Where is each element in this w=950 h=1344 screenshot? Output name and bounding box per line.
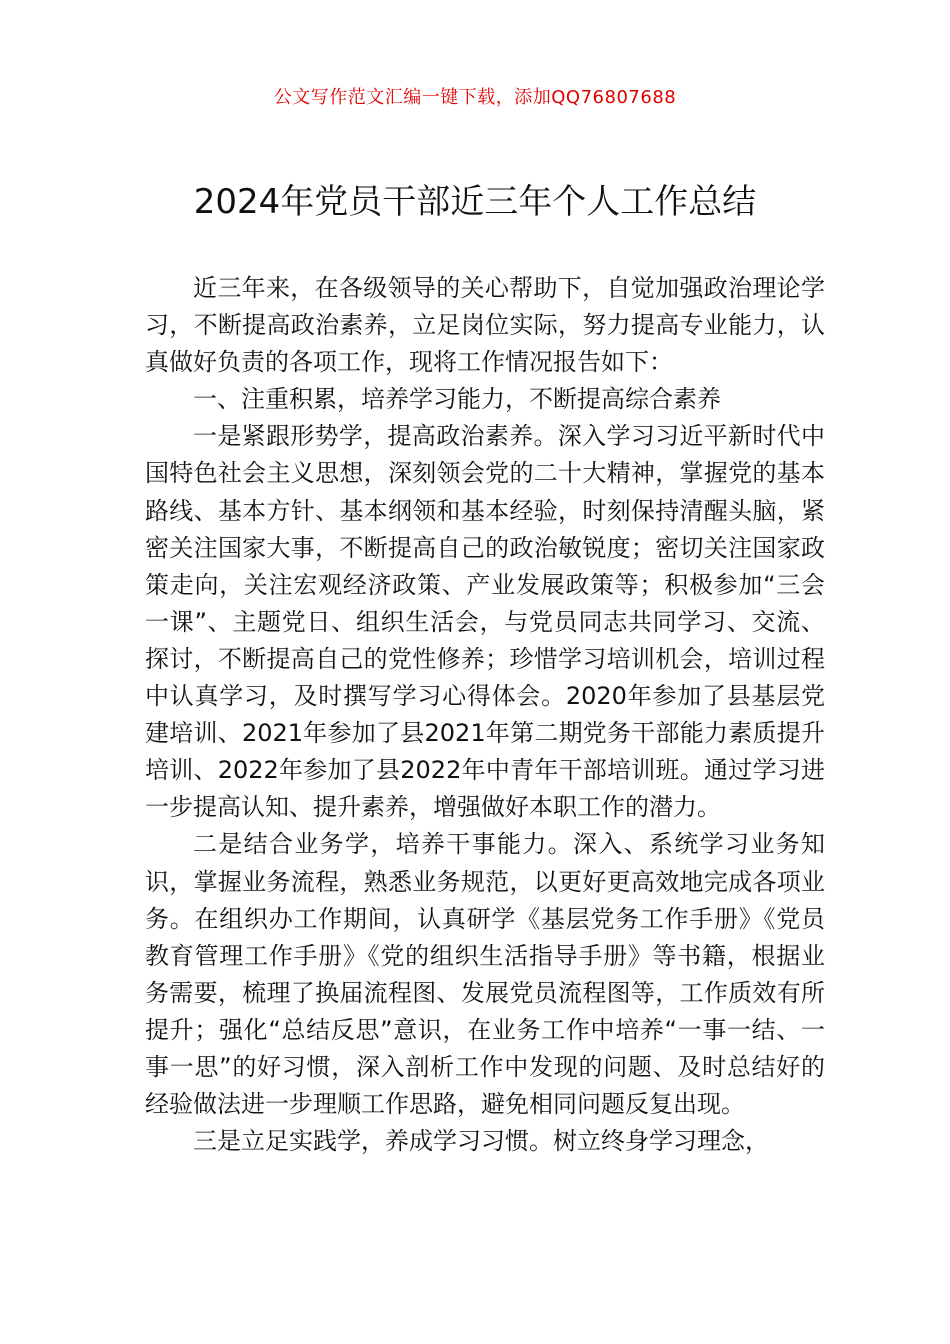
- page-title: 2024年党员干部近三年个人工作总结: [193, 182, 757, 222]
- body-paragraph: 三是立足实践学，养成学习习惯。树立终身学习理念，: [193, 1127, 769, 1156]
- download-notice: 公文写作范文汇编一键下载，添加QQ76807688: [273, 87, 677, 108]
- intro-paragraph: 近三年来，在各级领导的关心帮助下，自觉加强政治理论学习，不断提高政治素养，立足岗位实际，努力提高专业能力，认真做好负责的各项工作，现将工作情况报告如下：: [145, 274, 825, 377]
- section-heading: 一、注重积累，培养学习能力，不断提高综合素养: [193, 385, 721, 414]
- body-paragraph: 二是结合业务学，培养干事能力。深入、系统学习业务知识，掌握业务流程，熟悉业务规范，以更好更高效地完成各项业务。在组织办工作期间，认真研学《基层党务工作手册》《党员教育管理工作手册》《党的组织生活指导手册》等书籍，根据业务需要，梳理了换届流程图、发展党员流程图等，工作质效有所提升；强化“总结反思”意识，在业务工作中培养“一事一结、一事一思”的好习惯，深入剖析工作中发现的问题、及时总结好的经验做法进一步理顺工作思路，避免相同问题反复出现。: [145, 830, 825, 1119]
- body-paragraph: 一是紧跟形势学，提高政治素养。深入学习习近平新时代中国特色社会主义思想，深刻领会党的二十大精神，掌握党的基本路线、基本方针、基本纲领和基本经验，时刻保持清醒头脑，紧密关注国家大事，不断提高自己的政治敏锐度；密切关注国家政策走向，关注宏观经济政策、产业发展政策等；积极参加“三会一课”、主题党日、组织生活会，与党员同志共同学习、交流、探讨，不断提高自己的党性修养；珍惜学习培训机会，培训过程中认真学习，及时撰写学习心得体会。2020年参加了县基层党建培训、2021年参加了县2021年第二期党务干部能力素质提升培训、2022年参加了县2022年中青年干部培训班。通过学习进一步提高认知、提升素养，增强做好本职工作的潜力。: [145, 422, 825, 822]
- document-body: [145, 270, 825, 1160]
